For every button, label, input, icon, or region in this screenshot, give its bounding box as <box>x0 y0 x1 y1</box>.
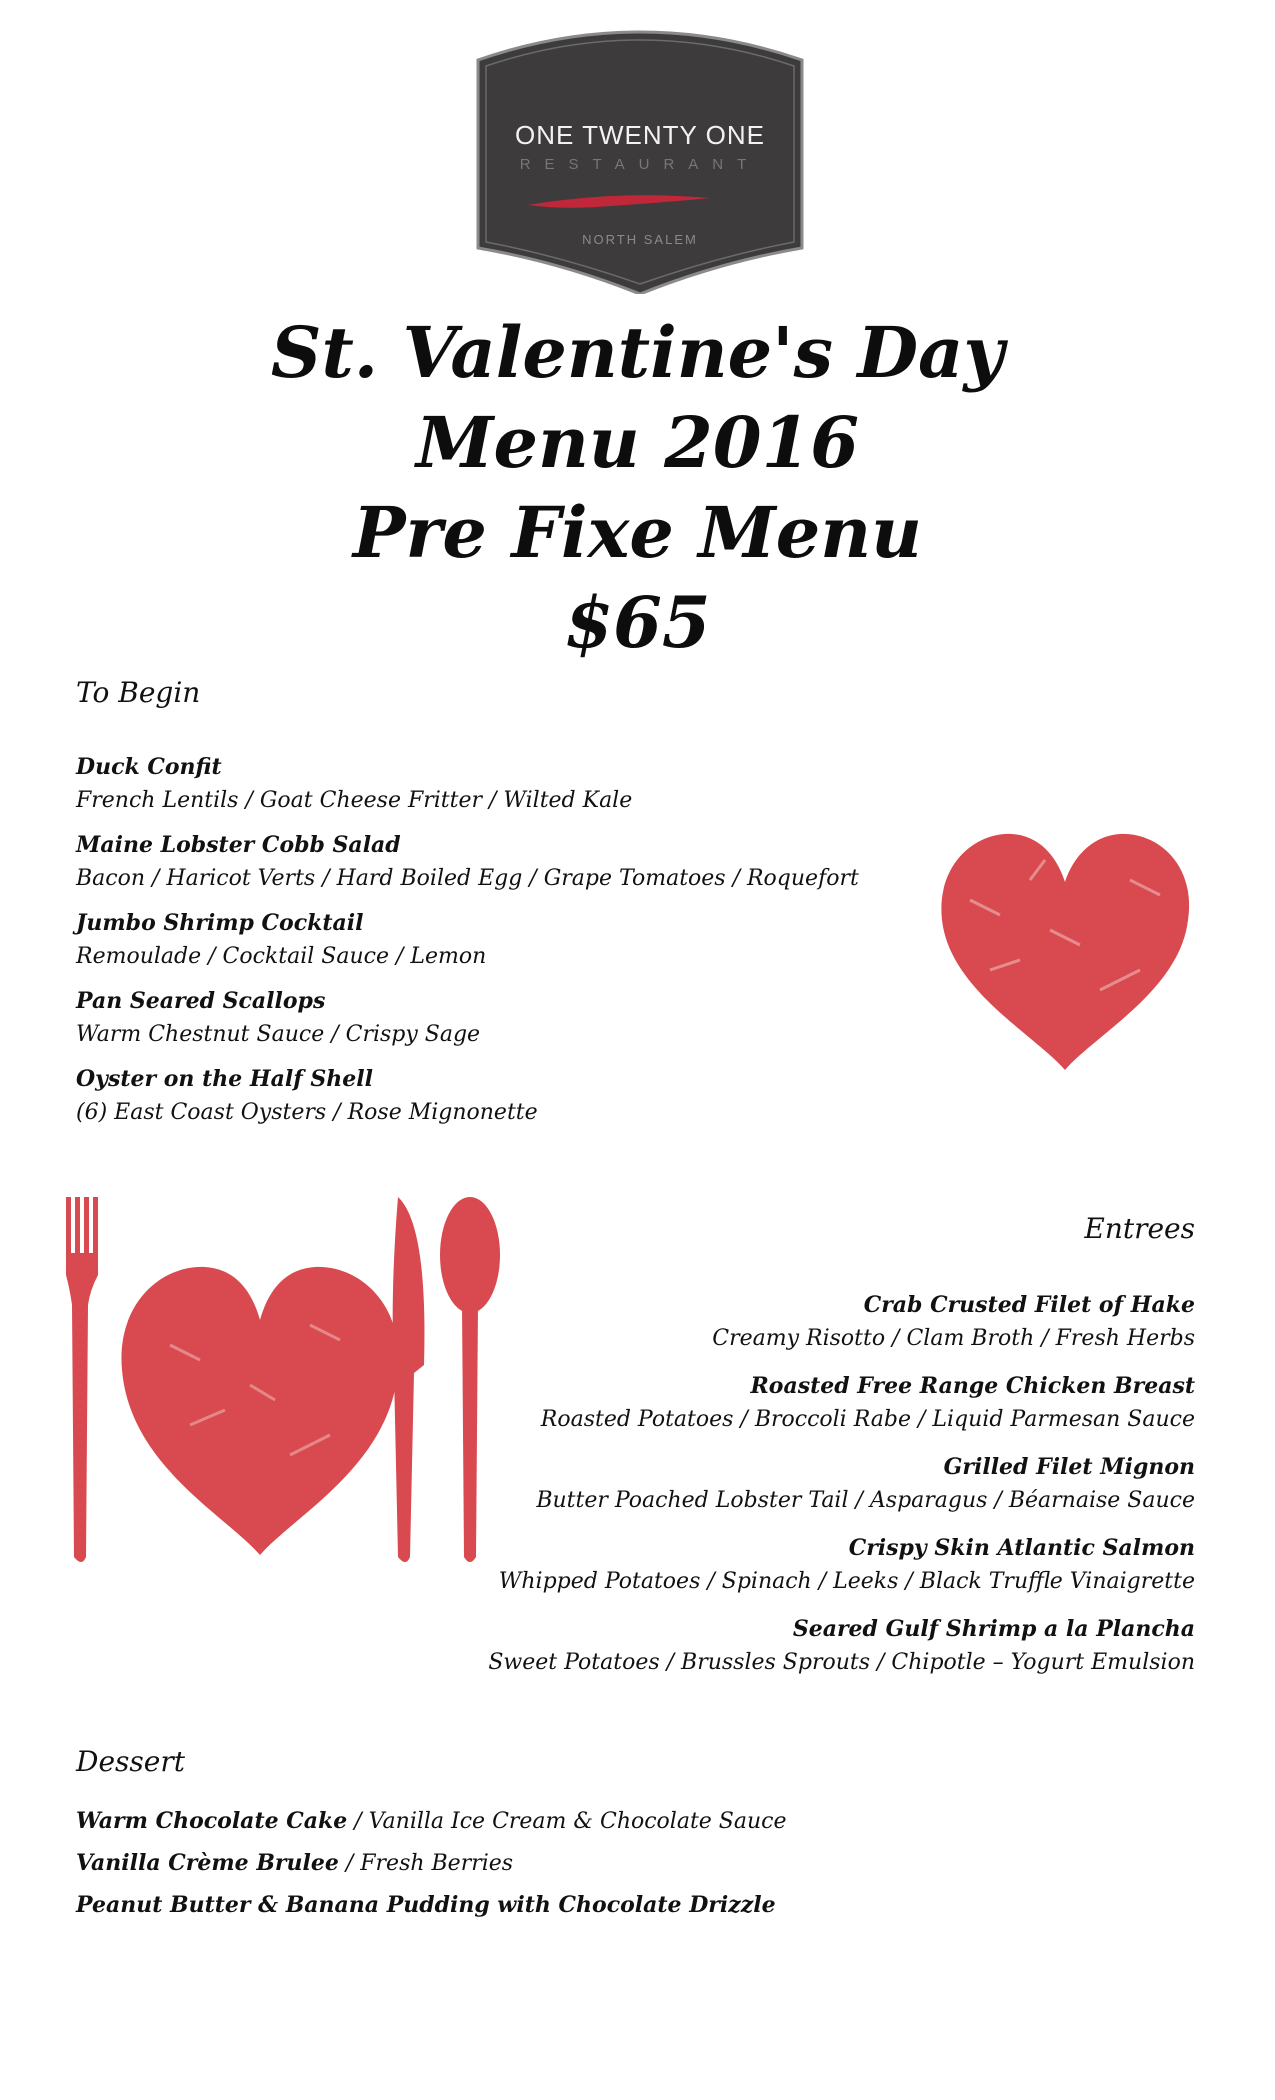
item-name: Vanilla Crème Brulee <box>76 1850 339 1876</box>
title-line-2: Menu 2016 <box>415 401 859 484</box>
item-description: Bacon / Haricot Verts / Hard Boiled Egg / Grape Tomatoes / Roquefort <box>76 866 859 891</box>
place-setting-illustration <box>60 1195 520 1575</box>
item-description: Warm Chestnut Sauce / Crispy Sage <box>76 1022 481 1047</box>
dessert-list <box>76 1808 787 1934</box>
item-name: Warm Chocolate Cake <box>76 1808 348 1834</box>
to-begin-heading: To Begin <box>76 676 201 709</box>
item-description: Creamy Risotto / Clam Broth / Fresh Herbs <box>712 1326 1195 1351</box>
list-item <box>76 1850 787 1892</box>
item-name: Seared Gulf Shrimp a la Plancha <box>792 1616 1195 1642</box>
list-item <box>76 910 859 988</box>
item-separator: / <box>347 1809 369 1834</box>
logo-name: ONE TWENTY ONE <box>515 120 765 150</box>
logo-location: NORTH SALEM <box>582 232 698 247</box>
heart-icon <box>930 820 1200 1080</box>
item-description: French Lentils / Goat Cheese Fritter / Wilted Kale <box>76 788 633 813</box>
item-name: Crispy Skin Atlantic Salmon <box>848 1535 1195 1561</box>
item-name: Roasted Free Range Chicken Breast <box>750 1373 1195 1399</box>
title-line-1: St. Valentine's Day <box>270 311 1005 394</box>
logo-subtitle: RESTAURANT <box>519 156 761 173</box>
list-item <box>76 1066 859 1144</box>
item-description: (6) East Coast Oysters / Rose Mignonette <box>76 1100 538 1125</box>
item-description: Vanilla Ice Cream & Chocolate Sauce <box>368 1809 787 1834</box>
entrees-list <box>488 1292 1195 1697</box>
item-separator: / <box>338 1851 361 1876</box>
heart-icon <box>121 1267 398 1555</box>
item-description: Roasted Potatoes / Broccoli Rabe / Liquid Parmesan Sauce <box>540 1407 1195 1432</box>
entrees-heading: Entrees <box>1084 1212 1195 1245</box>
item-name: Duck Confit <box>76 754 222 780</box>
list-item <box>488 1616 1195 1697</box>
title-price: $65 <box>564 581 711 664</box>
list-item <box>76 754 859 832</box>
list-item <box>488 1292 1195 1373</box>
dessert-heading: Dessert <box>76 1745 185 1778</box>
item-name: Grilled Filet Mignon <box>943 1454 1195 1480</box>
item-name: Crab Crusted Filet of Hake <box>863 1292 1195 1318</box>
item-name: Peanut Butter & Banana Pudding with Chocolate Drizzle <box>76 1892 776 1918</box>
restaurant-logo <box>470 22 810 294</box>
item-description: Sweet Potatoes / Brussles Sprouts / Chipotle – Yogurt Emulsion <box>488 1650 1195 1675</box>
list-item <box>76 988 859 1066</box>
item-description: Whipped Potatoes / Spinach / Leeks / Black Truffle Vinaigrette <box>498 1569 1195 1594</box>
knife-icon <box>393 1197 425 1562</box>
title-line-3: Pre Fixe Menu <box>352 491 923 574</box>
item-description: Remoulade / Cocktail Sauce / Lemon <box>76 944 487 969</box>
list-item <box>488 1454 1195 1535</box>
list-item <box>488 1535 1195 1616</box>
list-item <box>76 1892 787 1934</box>
item-name: Oyster on the Half Shell <box>76 1066 373 1092</box>
list-item <box>488 1373 1195 1454</box>
item-description: Butter Poached Lobster Tail / Asparagus / Béarnaise Sauce <box>536 1488 1195 1513</box>
list-item <box>76 832 859 910</box>
item-description: Fresh Berries <box>360 1851 514 1876</box>
item-name: Maine Lobster Cobb Salad <box>76 832 401 858</box>
fork-icon <box>66 1197 98 1562</box>
item-name: Jumbo Shrimp Cocktail <box>76 910 364 936</box>
item-name: Pan Seared Scallops <box>76 988 326 1014</box>
list-item <box>76 1808 787 1850</box>
to-begin-list <box>76 754 859 1144</box>
